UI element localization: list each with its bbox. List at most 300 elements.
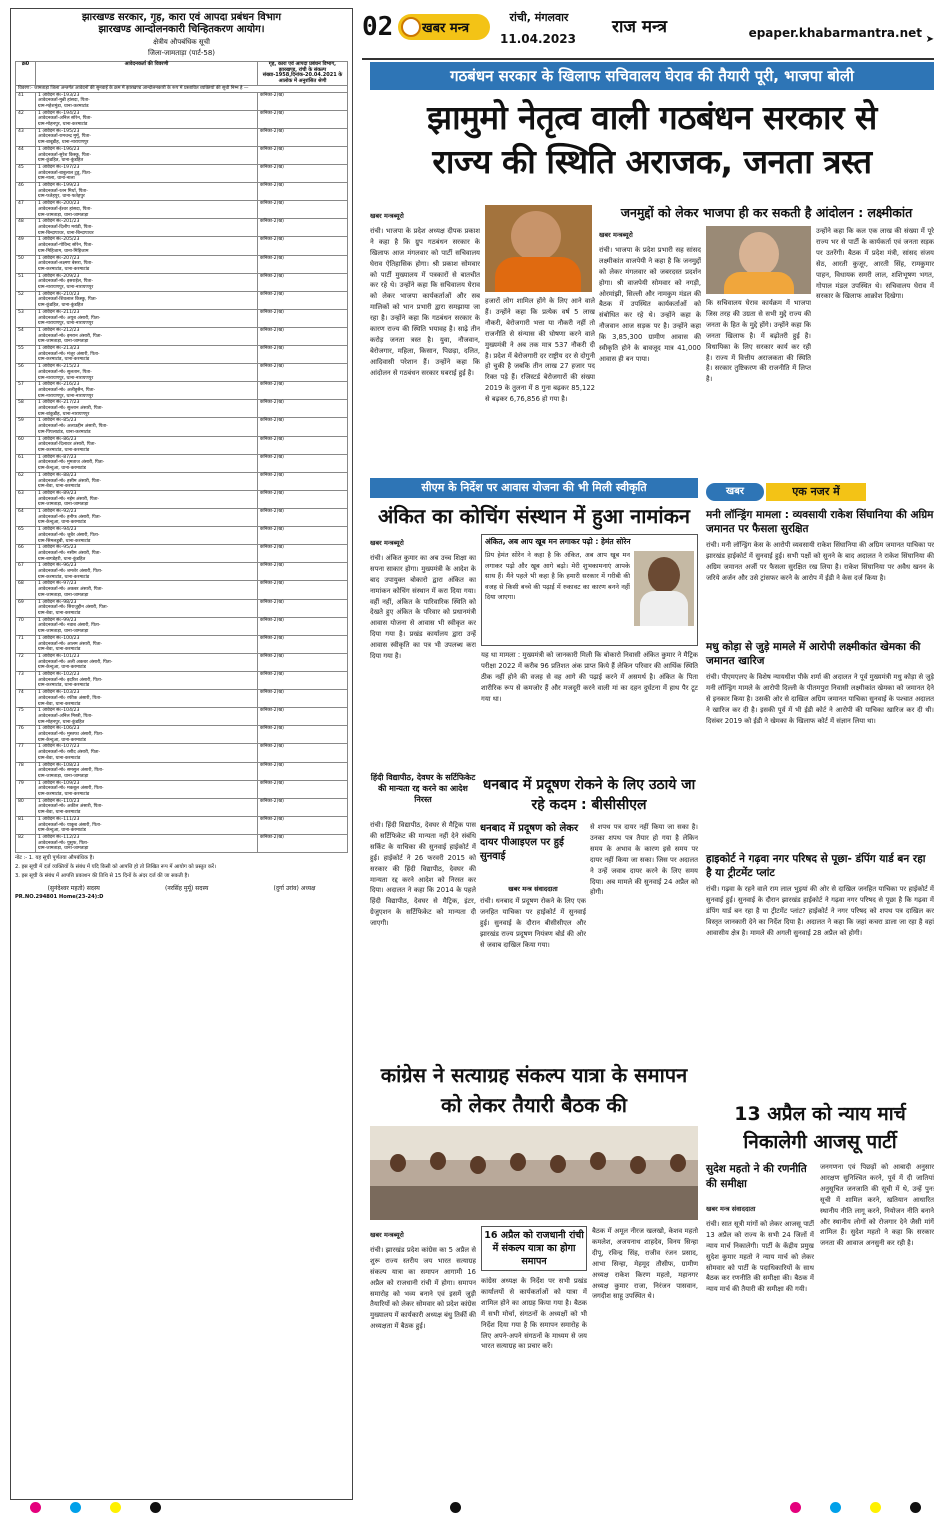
reg-dot <box>70 1502 81 1513</box>
table-row <box>16 744 348 762</box>
row-village: ग्राम-करमाटांड, थाना-करमाटांड <box>38 448 90 453</box>
row-name: आवेदनकर्ता-मो० अली अकबर अंसारी, पिता- <box>38 659 113 665</box>
row-name: आवेदनकर्ता-मो० मकबूल अंसारी, पिता- <box>38 786 104 792</box>
cm-quote-title: अंकित, अब आप खूब मन लगाकर पढ़ो : हेमंत सोरेन <box>485 537 631 546</box>
row-remark: कनिका-2(ख) <box>258 418 348 436</box>
table-row <box>16 346 348 364</box>
reg-dot <box>450 1502 461 1513</box>
table-row <box>16 309 348 327</box>
row-no: 1 आवेदन सं०-97/23 <box>38 581 77 587</box>
row-sn: 42 <box>16 110 36 128</box>
pr-number: PR.NO.294801 Home(23-24):D <box>15 894 104 901</box>
table-row <box>16 273 348 291</box>
row-no: 1 आवेदन सं०-210/23 <box>38 291 80 297</box>
second-subhead: जनमुद्दों को लेकर भाजपा ही कर सकती है आंदोलन : लक्ष्मीकांत <box>620 205 913 220</box>
row-no: 1 आवेदन सं०-209/23 <box>38 273 80 279</box>
row-name: आवेदनकर्ता-मो० हसीम अंसारी, पिता- <box>38 478 102 484</box>
row-no: 1 आवेदन सं०-199/23 <box>38 183 80 189</box>
dhanbad-headline: धनबाद में प्रदूषण रोकने के लिए उठाये जा रहे कदम : बीसीसीएल <box>482 777 696 813</box>
row-remark: कनिका-2(ख) <box>258 545 348 563</box>
row-name: आवेदनकर्ता-मुन्नी हांसदा, पिता- <box>38 98 90 104</box>
row-remark: कनिका-2(ख) <box>258 726 348 744</box>
row-remark: कनिका-2(ख) <box>258 617 348 635</box>
masthead-rule <box>362 58 934 60</box>
table-row <box>16 327 348 345</box>
reg-dot <box>870 1502 881 1513</box>
row-village: ग्राम-बागडेहरी, थाना-कुंडहित <box>38 556 86 562</box>
table-row <box>16 726 348 744</box>
dateline-place: रांची, मंगलवार <box>509 11 569 24</box>
row-sn: 64 <box>16 509 36 527</box>
person <box>670 1154 686 1172</box>
row-name: आवेदनकर्ता-मो० रसीद अंसारी, पिता- <box>38 750 101 756</box>
row-remark: कनिका-2(ख) <box>258 291 348 309</box>
row-sn: 77 <box>16 744 36 762</box>
row-no: 1 आवेदन सं०-194/23 <box>38 110 80 116</box>
row-details <box>36 418 258 436</box>
row-name: आवेदनकर्ता-मो० मुस्तफा अंसारी, पिता- <box>38 732 104 738</box>
garhwa-headline: हाइकोर्ट ने गढ़वा नगर परिषद से पूछा- डंपिंग यार्ड बन रहा है या ट्रीटमेंट प्लांट <box>706 853 926 879</box>
notice-title-2: झारखण्ड आन्दोलनकारी चिन्हितकरण आयोग। <box>98 24 265 35</box>
signer-3: (दुर्गा उरांव) अध्यक्ष <box>273 885 316 893</box>
row-no: 1 आवेदन सं०-200/23 <box>38 201 80 207</box>
singhania-article: रांची। मनी लॉन्ड्रिंग केस के आरोपी व्यवसायी राकेश सिंघानिया की अग्रिम जमानत याचिका पर झारखंड हाईकोर्ट में सुनवाई हुई। सभी पक्षों को सुनने के बाद अदालत ने राकेश सिंघानिया की अग्रिम जमानत अर्जी पर फैसला सुरक्षित रख लिया है। राकेश सिंघानिया पर अवैध खनन के जरिये अर्जन और उसे ट्रांसफर करने के आरोप में ईडी ने केस दर्ज किया है। <box>706 541 934 582</box>
congress-attendees: बैठक में अमूल नीरज खलखो, केशव महतो कमलेश, अजयनाथ शाहदेव, विनय सिन्हा दीपू, रविन्द्र सिंह, राजीव रंजन प्रसाद, आभा सिन्हा, मेहमूद तौसीफ, ग्रामीण अध्यक्ष राकेश किरण महतो, महानगर अध्यक्ष कुमार राजा, निरंजन पासवान, जगदीश साहू उपस्थित थे। <box>592 1227 698 1301</box>
news-brief-kicker <box>706 481 934 503</box>
row-details <box>36 527 258 545</box>
row-remark: कनिका-2(ख) <box>258 509 348 527</box>
row-details <box>36 291 258 309</box>
table-row <box>16 400 348 418</box>
row-no: 1 आवेदन सं०-215/23 <box>38 364 80 370</box>
row-village: ग्राम-करमाटांड, थाना-करमाटांड <box>38 683 90 689</box>
row-details <box>36 509 258 527</box>
row-name: आवेदनकर्ता-मो० रफीक अंसारी, पिता- <box>38 695 102 701</box>
row-name: आवेदनकर्ता-मो० मुमताज अंसारी, पिता- <box>38 460 105 466</box>
table-row <box>16 509 348 527</box>
row-no: 1 आवेदन सं०-103/23 <box>38 690 80 696</box>
second-article-cont-2: उन्होंने कहा कि कल एक लाख की संख्या में पूरे राज्य भर से पार्टी के कार्यकर्ता एवं जनता सड़क पर उतरेंगी। बैठक में प्रदेश मंत्री, सांसद संजय सेठ, आरती कुजूर, आरती सिंह, रामकुमार पाहन, विधायक समरी लाल, शशिभूषण भगत, गोपाल मंडल उपस्थित थे। सचिवालय घेराव में सरकार के खिलाफ आक्रोश दिखेगा। <box>816 227 934 301</box>
ajsu-article-cont: जनगणना एवं पिछड़ों को आबादी अनुसार आरक्षण सुनिश्चित करने, पूर्व में दी जातियां अनुसूचित जनजाति की सूची में थे, उन्हें पुनः सूची में शामिल करने, खतियान आधारित स्थानीय नीति लागू करने, नियोजन नीति बनाने और स्थानीय लोगों को रोजगार देने जैसी मांगें शामिल हैं। सुदेश महतो ने कहा कि सरकार जनता की आवाज अनसुनी कर रही है। <box>820 1163 934 1248</box>
row-no: 1 आवेदन सं०-112/23 <box>38 835 80 840</box>
row-remark: कनिका-2(ख) <box>258 309 348 327</box>
row-remark: कनिका-2(ख) <box>258 744 348 762</box>
row-name: आवेदनकर्ता-ईश्वर हांसदा, पिता- <box>38 206 92 212</box>
epaper-url[interactable]: epaper.khabarmantra.net <box>748 26 922 40</box>
row-details <box>36 581 258 599</box>
cm-quote-text: प्रिय हेमंत सोरेन ने कहा है कि अंकित, अब आप खूब मन लगाकर पढ़ो और खूब आगे बढ़ो। मेरी शुभकामनाएं आपके साथ हैं। मैंने पहले भी कहा है कि हमारी सरकार में गरीबी की वजह से किसी बच्चे की पढ़ाई में रुकावट का कारण बनने नहीं दिया जाएगा। <box>485 551 630 601</box>
row-no: 1 आवेदन सं०-102/23 <box>38 672 80 678</box>
row-remark: कनिका-2(ख) <box>258 672 348 690</box>
row-village: ग्राम-जामताड़ा, थाना-जामताड़ा <box>38 773 89 779</box>
row-remark: कनिका-2(ख) <box>258 581 348 599</box>
row-details <box>36 183 258 201</box>
government-notice <box>10 8 353 1500</box>
signer-1: (सुनंदेश्वर महतो) सदस्य <box>47 885 100 893</box>
row-no: 1 आवेदन सं०-101/23 <box>38 653 80 659</box>
row-remark: कनिका-2(ख) <box>258 599 348 617</box>
row-details <box>36 617 258 635</box>
row-no: 1 आवेदन सं०-108/23 <box>38 762 80 768</box>
row-sn: 52 <box>16 291 36 309</box>
row-name: आवेदनकर्ता-मो० युसुफ, पिता- <box>38 840 89 846</box>
row-sn: 72 <box>16 653 36 671</box>
table-row <box>16 599 348 617</box>
row-village: ग्राम-नारायणपुर, थाना-नारायणपुर <box>38 393 94 399</box>
row-village: ग्राम-नारायणपुर, थाना-नारायणपुर <box>38 285 94 291</box>
row-details <box>36 110 258 128</box>
row-no: 1 आवेदन सं०-213/23 <box>38 346 80 352</box>
row-no: 1 आवेदन सं०-201/23 <box>38 219 80 225</box>
row-remark: कनिका-2(ख) <box>258 273 348 291</box>
byline: खबर मन्त्रब्यूरो <box>370 539 404 547</box>
table-row <box>16 472 348 490</box>
row-name: आवेदनकर्ता-मो० नवाब अंसारी, पिता- <box>38 623 101 629</box>
row-sn: 46 <box>16 183 36 201</box>
row-remark: कनिका-2(ख) <box>258 472 348 490</box>
person <box>390 1154 406 1172</box>
row-sn: 63 <box>16 490 36 508</box>
row-remark: कनिका-2(ख) <box>258 835 348 853</box>
lead-kicker: गठबंधन सरकार के खिलाफ सचिवालय घेराव की तैयारी पूरी, भाजपा बोली <box>370 62 934 90</box>
row-name: आवेदनकर्ता-मो० अकील अंसारी, पिता- <box>38 804 103 810</box>
row-remark: कनिका-2(ख) <box>258 762 348 780</box>
row-village: ग्राम-मोहनपुर, थाना-करमाटांड <box>38 122 88 128</box>
table-row <box>16 110 348 128</box>
row-sn: 70 <box>16 617 36 635</box>
row-sn: 58 <box>16 400 36 418</box>
row-remark: कनिका-2(ख) <box>258 490 348 508</box>
row-village: ग्राम-जामताड़ा, थाना-जामताड़ा <box>38 846 89 852</box>
row-village: ग्राम-फतेहपुर, थाना-फतेहपुर <box>38 194 85 200</box>
table-row <box>16 255 348 273</box>
row-name: आवेदनकर्ता-लक्ष्मण बेसरा, पिता- <box>38 261 93 267</box>
lead-article-text: रांची। भाजपा के प्रदेश अध्यक्ष दीपक प्रकाश ने कहा है कि ग्रुप गठबंधन सरकार के खिलाफ आज मंगलवार को पार्टी सचिवालय घेराव ऐतिहासिक होगा। श्री प्रकाश सोमवार को पार्टी मुख्यालय में पत्रकारों से बातचीत कर रहे थे। उन्होंने कहा कि सचिवालय घेराव को लेकर भाजपा कार्यकर्ताओं और सब मालिकों को भान प्रभारी द्वारा समझाया जा रहा है। उन्होंने कहा कि गठबंधन सरकार के कारण राज्य की स्थिति भयावह है। साढ़े तीन करोड़ जनता त्रस्त है। युवा, नौजवान, बेरोजगार, महिला, किसान, पिछड़ा, दलित, आदिवासी परेशान हैं। उन्होंने कहा कि आंदोलन से गठबंधन सरकार घबराई हुई है। <box>370 226 480 377</box>
person <box>510 1153 526 1171</box>
row-name: आवेदनकर्ता-मो० समसुल अंसारी, पिता- <box>38 768 104 774</box>
person <box>630 1156 646 1174</box>
row-details <box>36 364 258 382</box>
ankit-article-text: रांची। अंकित कुमार का अब उच्च शिक्षा का सपना साकार होगा। मुख्यमंत्री के आदेश के बाद उपायुक्त बोकारो द्वारा अंकित का नामांकन कोचिंग संस्थान में करा दिया गया। वहीं नहीं, अंकित के पारिवारिक स्थिति को देखते हुए अंकित के परिवार को प्रधानमंत्री आवास योजना से आवास भी स्वीकृत कर दिया गया है। प्रखंड कार्यालय द्वारा उन्हें आवास स्वीकृति का पत्र भी उपलब्ध करा दिया गया है। <box>370 553 476 661</box>
row-remark: कनिका-2(ख) <box>258 690 348 708</box>
row-details <box>36 635 258 653</box>
table-row <box>16 454 348 472</box>
congress-article <box>370 1226 476 1498</box>
row-sn: 41 <box>16 92 36 110</box>
row-name: आवेदनकर्ता-मो० सिराजुद्दीन अंसारी, पिता- <box>38 605 109 611</box>
row-remark: कनिका-2(ख) <box>258 780 348 798</box>
row-remark: कनिका-2(ख) <box>258 201 348 219</box>
row-details <box>36 780 258 798</box>
row-sn: 55 <box>16 346 36 364</box>
row-village: ग्राम-मोहनपुर, थाना-कुंडहित <box>38 719 85 725</box>
col-sn: क्र0 <box>16 62 36 86</box>
list-subtitle: जिला-जामताड़ा (पार्ट-58) <box>147 49 216 57</box>
masthead <box>362 8 934 60</box>
row-sn: 47 <box>16 201 36 219</box>
note-2: 2. इस सूची में दर्ज व्यक्तियों के संबंध में यदि किसी को आपत्ति हो तो लिखित रूप में आयोग को प्रस्तुत करें। <box>15 864 216 871</box>
row-details <box>36 672 258 690</box>
row-remark: कनिका-2(ख) <box>258 92 348 110</box>
row-no: 1 आवेदन सं०-217/23 <box>38 400 80 406</box>
row-sn: 73 <box>16 672 36 690</box>
signatures <box>15 884 348 892</box>
row-details <box>36 599 258 617</box>
row-details <box>36 273 258 291</box>
row-name: आवेदनकर्ता-बाबुलाल टुडू, पिता- <box>38 170 92 176</box>
row-details <box>36 563 258 581</box>
row-name: आवेदनकर्ता-दिलीप मरांडी, पिता- <box>38 224 93 230</box>
row-sn: 68 <box>16 581 36 599</box>
lead-headline-line-2: राज्य की स्थिति अराजक, जनता त्रस्त <box>432 142 872 181</box>
row-name: आवेदनकर्ता-मो० याकूब अंसारी, पिता- <box>38 822 102 828</box>
row-remark: कनिका-2(ख) <box>258 635 348 653</box>
table-row <box>16 581 348 599</box>
row-no: 1 आवेदन सं०-96/23 <box>38 563 77 569</box>
row-village: ग्राम-करमाटांड, थाना-करमाटांड <box>38 266 90 272</box>
portrait <box>739 232 779 276</box>
row-sn: 49 <box>16 237 36 255</box>
row-no: 1 आवेदन सं०-197/23 <box>38 164 80 170</box>
row-remark: कनिका-2(ख) <box>258 436 348 454</box>
ankit-background: यह था मामला : मुख्यमंत्री को जानकारी मिली कि बोकारो निवासी अंकित कुमार ने मैट्रिक परीक्षा 2022 में करीब 96 प्रतिशत अंक प्राप्त किये हैं लेकिन परिवार की आर्थिक स्थिति ठीक नहीं होने की वजह से वह आगे की पढ़ाई करने में असमर्थ है। अंकित के पिता शारीरिक रूप से कमजोर हैं और मजदूरी करने वाली मां का दहन दुर्घटना में हाथ पैर टूट गया था। <box>481 651 698 703</box>
row-village: ग्राम-केन्दुआ, थाना-करमाटांड <box>38 828 87 834</box>
row-details <box>36 762 258 780</box>
row-name: आवेदनकर्ता-अनिल मिस्त्री, पिता- <box>38 713 93 719</box>
row-sn: 61 <box>16 454 36 472</box>
brand-icon <box>401 17 421 37</box>
row-details <box>36 690 258 708</box>
photo-deepak-prakash <box>485 205 592 292</box>
row-name: आवेदनकर्ता-मो० मंजूर अंसारी, पिता- <box>38 351 100 357</box>
row-village: ग्राम-बाबूडीह, थाना-नारायणपुर <box>38 140 89 146</box>
row-village: ग्राम-बेवा, थाना-करमाटांड <box>38 647 81 653</box>
byline: खबर मन्त्रब्यूरो <box>599 231 633 239</box>
vidyapith-article: रांची। हिंदी विद्यापीठ, देवघर से मैट्रिक पास की सर्टिफिकेट की मान्यता नहीं देने संबंधि सर्किट के याचिका की सुनवाई हाईकोर्ट में हुई। हाईकोर्ट ने 26 फरवरी 2015 को सरकार की हिंदी विद्यापीठ, देवघर की मान्यता रद्द करने आदेश को निरस्त कर दिया। अदालत ने कहा कि 2014 के पहले हिंदी विद्यापीठ, देवघर से मैट्रिक, इंटर, ग्रेजुएशन के सर्टिफिकेट को मान्यता दी जाएगी। <box>370 821 476 928</box>
table-row <box>16 418 348 436</box>
row-no: 1 आवेदन सं०-207/23 <box>38 255 80 261</box>
row-sn: 48 <box>16 219 36 237</box>
row-details <box>36 436 258 454</box>
khemka-article: रांची। पीएमएलए के विशेष न्यायधीश पीके शर्मा की अदालत ने पूर्व मुख्यमंत्री मधु कोड़ा से जुड़े मनी लॉन्ड्रिंग मामले के आरोपी दिल्ली के पीतमपुरा निवासी लक्ष्मीकांत खेमका को जमानत देने से इनकार किया है। उसकी ओर से दाखिल अग्रिम जमानत याचिका सुनवाई के पश्चात अदालत ने खारिज कर दी है। इसकी पूर्व में भी ईडी कोर्ट ने आरोपी की याचिका खारिज कर दी थी। दिसंबर 2019 को ईडी ने खेमका के खिलाफ कोर्ट में संज्ञान लिया था। <box>706 673 934 725</box>
row-name: आवेदनकर्ता-मो० इदरिश अंसारी, पिता- <box>38 677 103 683</box>
reg-dot <box>150 1502 161 1513</box>
row-sn: 76 <box>16 726 36 744</box>
row-sn: 81 <box>16 816 36 834</box>
row-no: 1 आवेदन सं०-87/23 <box>38 454 77 460</box>
lead-article-cont: हजारों लोग शामिल होंगे के लिए आने वाले हैं। उन्होंने कहा कि प्रत्येक वर्ष 5 लाख नौकरी, बेरोजगारी भत्ता या नौकरी नहीं तो राजनीति से संन्यास की घोषणा करने वाले मुख्यमंत्री ने अब तक मात्र 537 नौकरी दी है। प्रदेश में बेरोजगारी दर राष्ट्रीय दर से दोगुनी हो चुकी है जबकि तीन लाख 27 हजार पद रिक्त पड़े हैं। रजिस्टर्ड बेरोजगारों की संख्या 2019 के तुलना में 8 गुना बढ़कर 85,122 से बढ़कर 6,76,856 हो गया है। <box>485 297 595 404</box>
row-sn: 82 <box>16 835 36 853</box>
page-number: 02 <box>362 12 394 42</box>
row-remark: कनिका-2(ख) <box>258 110 348 128</box>
table-row <box>16 527 348 545</box>
row-no: 1 आवेदन सं०-216/23 <box>38 382 80 388</box>
row-village: ग्राम-कुंडहित, थाना-कुंडहित <box>38 303 84 309</box>
row-name: आवेदनकर्ता-मो० नसीम अंसारी, पिता- <box>38 550 102 556</box>
table-row <box>16 798 348 816</box>
byline: खबर मन्त्रब्यूरो <box>370 212 404 220</box>
photo-laxmikant-vajpayee <box>706 226 811 294</box>
row-name: आवेदनकर्ता-मो० सुल्तान अंसारी, पिता- <box>38 406 104 412</box>
row-no: 1 आवेदन सं०-109/23 <box>38 780 80 786</box>
person <box>550 1155 566 1173</box>
row-name: आवेदनकर्ता-दिलावर अंसारी, पिता- <box>38 442 97 448</box>
row-no: 1 आवेदन सं०-195/23 <box>38 128 80 134</box>
row-details <box>36 201 258 219</box>
table-row <box>16 128 348 146</box>
row-remark: कनिका-2(ख) <box>258 708 348 726</box>
table-row <box>16 436 348 454</box>
row-sn: 69 <box>16 599 36 617</box>
row-remark: कनिका-2(ख) <box>258 454 348 472</box>
table-row <box>16 201 348 219</box>
row-village: ग्राम-बांकुडीह, थाना-नारायणपुर <box>38 411 90 417</box>
photo-congress-meeting <box>370 1126 698 1220</box>
photo-wall <box>370 1126 698 1160</box>
ankit-headline: अंकित का कोचिंग संस्थान में हुआ नामांकन <box>377 504 691 528</box>
row-sn: 71 <box>16 635 36 653</box>
row-details <box>36 653 258 671</box>
row-no: 1 आवेदन सं०-85/23 <box>38 418 77 424</box>
row-no: 1 आवेदन सं०-95/23 <box>38 545 77 551</box>
table-row <box>16 490 348 508</box>
row-details <box>36 255 258 273</box>
row-name: आवेदनकर्ता-अनिल सोरेन, पिता- <box>38 116 92 122</box>
row-name: आवेदनकर्ता-मो० अलाउद्दीन अंसारी, पिता- <box>38 424 108 430</box>
row-village: ग्राम-जामताड़ा, थाना-जामताड़ा <box>38 629 89 635</box>
row-no: 1 आवेदन सं०-89/23 <box>38 490 77 496</box>
row-sn: 78 <box>16 762 36 780</box>
row-details <box>36 472 258 490</box>
table-row <box>16 146 348 164</box>
brand-logo[interactable] <box>398 14 490 40</box>
row-village: ग्राम-केन्दुआ, थाना-करमाटांड <box>38 520 87 526</box>
row-sn: 80 <box>16 798 36 816</box>
row-name: आवेदनकर्ता-रतन मिर्धा, पिता- <box>38 188 88 194</box>
row-sn: 66 <box>16 545 36 563</box>
row-no: 1 आवेदन सं०-100/23 <box>38 635 80 641</box>
note-3: 3. इस सूची के संबंध में आपत्ति प्रकाशन की तिथि से 15 दिनों के अंदर दर्ज की जा सकती है। <box>15 873 190 880</box>
row-no: 1 आवेदन सं०-110/23 <box>38 798 80 804</box>
row-sn: 67 <box>16 563 36 581</box>
row-details <box>36 744 258 762</box>
row-name: आवेदनकर्ता-मो० नईम अंसारी, पिता- <box>38 496 100 502</box>
kicker-khabar: खबर <box>706 483 764 501</box>
table-row <box>16 762 348 780</box>
table-row <box>16 690 348 708</box>
row-sn: 75 <box>16 708 36 726</box>
row-no: 1 आवेदन सं०-94/23 <box>38 527 77 533</box>
row-village: ग्राम-करमाटांड, थाना-करमाटांड <box>38 574 90 580</box>
row-village: ग्राम-बेवा, थाना-करमाटांड <box>38 701 81 707</box>
row-village: ग्राम-केन्दुआ, थाना-करमाटांड <box>38 466 87 472</box>
person <box>590 1152 606 1170</box>
row-details <box>36 454 258 472</box>
row-details <box>36 798 258 816</box>
row-sn: 57 <box>16 382 36 400</box>
congress-article-cont: कांग्रेस अध्यक्ष के निर्देश पर सभी प्रखंड कार्यालयों से कार्यकर्ताओं को यात्रा में शामिल होने का आग्रह किया गया है। बैठक में सभी मोर्चा, संगठनों के अध्यक्षों को भी निर्देश दिया गया है कि समापन समारोह के लिए अपने-अपने संगठनों के माध्यम से जय भारत सत्याग्रह का प्रचार करें। <box>481 1277 587 1351</box>
table-row <box>16 816 348 834</box>
row-remark: कनिका-2(ख) <box>258 346 348 364</box>
row-sn: 65 <box>16 527 36 545</box>
dhanbad-subhead: धनबाद में प्रदूषण को लेकर दायर पीआइएल पर हुई सुनवाई <box>480 823 579 862</box>
brand-name: खबर मन्त्र <box>422 21 470 36</box>
byline: खबर मन्त्रब्यूरो <box>370 1231 404 1239</box>
photo-hemant-soren <box>634 551 694 626</box>
row-village: ग्राम-जामताड़ा, थाना-जामताड़ा <box>38 592 89 598</box>
row-details <box>36 237 258 255</box>
row-sn: 60 <box>16 436 36 454</box>
table-row <box>16 164 348 182</box>
row-name: आवेदनकर्ता-मो० जुबैर अंसारी, पिता- <box>38 532 100 538</box>
kicker-ek-nazar: एक नजर में <box>766 483 866 501</box>
section-name: राज मन्त्र <box>612 17 667 37</box>
row-details <box>36 346 258 364</box>
row-remark: कनिका-2(ख) <box>258 237 348 255</box>
table-row <box>16 635 348 653</box>
row-sn: 44 <box>16 146 36 164</box>
row-remark: कनिका-2(ख) <box>258 798 348 816</box>
lead-headline <box>370 96 934 184</box>
dhanbad-article-cont: से शपथ पत्र दायर नहीं किया जा सका है। उनका शपथ पत्र तैयार हो गया है लेकिन समय के अभाव के कारण इसे समय पर दायर नहीं किया जा सका। जिस पर अदालत ने उन्हें जवाब दायर करने के लिए समय दिया। अब मामले की सुनवाई 24 अप्रैल को होगी। <box>590 823 698 897</box>
row-remark: कनिका-2(ख) <box>258 128 348 146</box>
row-village: ग्राम-जामताड़ा, थाना-जामताड़ा <box>38 502 89 508</box>
row-no: 1 आवेदन सं०-193/23 <box>38 92 80 98</box>
row-remark: कनिका-2(ख) <box>258 653 348 671</box>
row-details <box>36 816 258 834</box>
row-remark: कनिका-2(ख) <box>258 327 348 345</box>
row-village: ग्राम-जामताड़ा, थाना-जामताड़ा <box>38 212 89 218</box>
row-no: 1 आवेदन सं०-99/23 <box>38 617 77 623</box>
row-no: 1 आवेदन सं०-88/23 <box>38 472 77 478</box>
portrait-body <box>495 257 581 292</box>
row-name: आवेदनकर्ता-मो० अलीहुसैन, पिता- <box>38 387 96 393</box>
notice-title-1: झारखण्ड सरकार, गृह, कारा एवं आपदा प्रबंधन विभाग <box>82 12 281 23</box>
table-row <box>16 672 348 690</box>
row-village: ग्राम-नारायणपुर, थाना-नारायणपुर <box>38 375 94 381</box>
note-1: नोट :- 1. यह सूची पूर्णतया औपबंधिक है। <box>15 855 95 862</box>
photo-table <box>370 1186 698 1220</box>
row-no: 1 आवेदन सं०-86/23 <box>38 436 77 442</box>
row-details <box>36 164 258 182</box>
row-remark: कनिका-2(ख) <box>258 563 348 581</box>
row-remark: कनिका-2(ख) <box>258 164 348 182</box>
table-row <box>16 563 348 581</box>
table-row <box>16 545 348 563</box>
lead-headline-line-1: झामुमो नेतृत्व वाली गठबंधन सरकार से <box>427 98 877 137</box>
row-name: आवेदनकर्ता-रामचन्द्र मुर्मू, पिता- <box>38 134 91 140</box>
table-row <box>16 382 348 400</box>
row-sn: 62 <box>16 472 36 490</box>
dateline-date: 11.04.2023 <box>500 32 576 46</box>
row-no: 1 आवेदन सं०-106/23 <box>38 726 80 732</box>
col-remark: गृह, कारा एवं आपदा प्रबंधन विभाग, झारखण्ड, रांची के संकल्प संख्या-1958,दिनांक-20.04.2021 के आलोक में अनुशंसित श्रेणी <box>258 62 348 86</box>
row-sn: 59 <box>16 418 36 436</box>
row-name: आवेदनकर्ता-मो० अयुब अंसारी, पिता- <box>38 315 101 321</box>
row-village: ग्राम-करमाटांड, थाना-करमाटांड <box>38 357 90 363</box>
second-article <box>599 226 701 472</box>
row-remark: कनिका-2(ख) <box>258 527 348 545</box>
row-details <box>36 128 258 146</box>
singhania-headline: मनी लॉन्ड्रिंग मामला : व्यवसायी राकेश सिंघानिया की अग्रिम जमानत पर फैसला सुरक्षित <box>706 509 934 535</box>
row-details <box>36 309 258 327</box>
row-sn: 51 <box>16 273 36 291</box>
row-village: ग्राम-सिमलडूबी, थाना-करमाटांड <box>38 538 91 544</box>
portrait <box>648 557 680 593</box>
portrait-body <box>724 272 794 294</box>
row-sn: 53 <box>16 309 36 327</box>
table-row <box>16 92 348 110</box>
